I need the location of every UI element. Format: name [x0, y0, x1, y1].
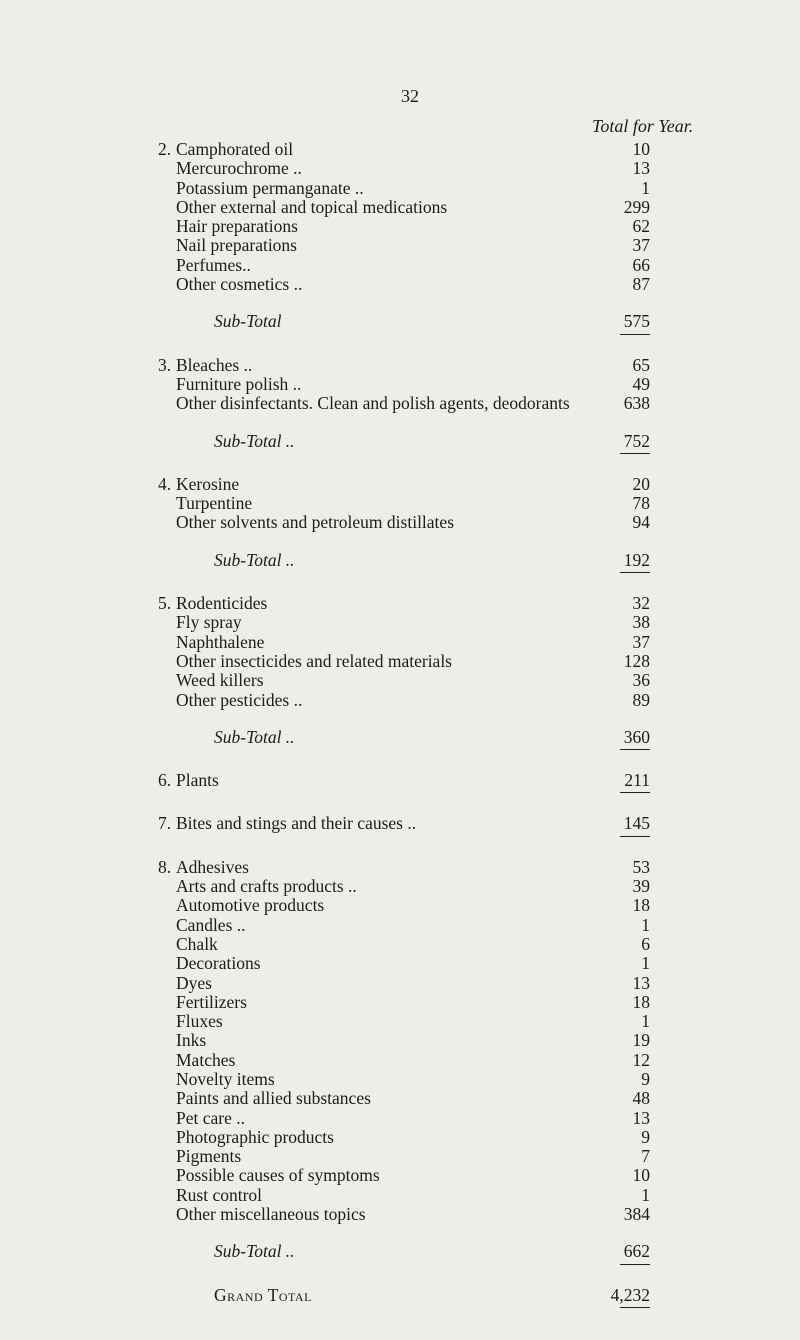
- column-header: Total for Year.: [592, 116, 694, 136]
- item-label: Other cosmetics ..: [176, 274, 303, 295]
- subtotal-value: 360: [623, 726, 650, 747]
- table-row: [0, 896, 800, 915]
- poison-table: [0, 140, 800, 1311]
- table-row: [0, 814, 800, 833]
- spacer: [0, 338, 800, 356]
- subtotal-row: [0, 312, 800, 331]
- item-value: 18: [632, 895, 650, 916]
- page-number: 32: [401, 86, 419, 106]
- item-label: Paints and allied substances: [176, 1088, 371, 1109]
- table-row: [0, 275, 800, 294]
- grand-total-label: Grand Total: [214, 1284, 312, 1305]
- item-label: Chalk: [176, 933, 218, 954]
- item-value: 7: [641, 1146, 650, 1167]
- subtotal-value: 192: [623, 549, 650, 570]
- table-row: [0, 375, 800, 394]
- item-value: 38: [632, 612, 650, 633]
- section-number: 4.: [158, 473, 172, 494]
- table-row: [0, 179, 800, 198]
- section-number: 2.: [158, 139, 172, 159]
- item-label: Weed killers: [176, 670, 264, 691]
- table-row: [0, 475, 800, 494]
- total-rule: [0, 747, 800, 753]
- item-value: 384: [623, 1204, 650, 1225]
- item-label: Hair preparations: [176, 216, 298, 237]
- item-value: 37: [632, 631, 650, 652]
- subtotal-row: [0, 432, 800, 451]
- item-label: Plants: [176, 770, 219, 791]
- subtotal-value: 575: [623, 311, 650, 332]
- item-label: Kerosine: [176, 473, 240, 494]
- table-row: [0, 356, 800, 375]
- item-label: Other solvents and petroleum distillates: [176, 512, 455, 533]
- section-number: 7.: [158, 813, 172, 834]
- total-rule: [0, 834, 800, 840]
- subtotal-label: Sub-Total ..: [214, 1241, 295, 1262]
- table-row: [0, 935, 800, 954]
- table-row: [0, 652, 800, 671]
- item-label: Other disinfectants. Clean and polish agents, deodorants: [176, 393, 570, 414]
- item-label: Other insecticides and related materials: [176, 650, 452, 671]
- item-label: Pigments: [176, 1146, 242, 1167]
- item-value: 12: [632, 1049, 650, 1070]
- spacer: [0, 753, 800, 771]
- item-value: 87: [632, 274, 650, 295]
- table-row: [0, 1147, 800, 1166]
- subtotal-row: [0, 728, 800, 747]
- item-label: Rodenticides: [176, 593, 268, 614]
- table-row: [0, 140, 800, 159]
- grand-total-row: [0, 1286, 800, 1305]
- item-value: 94: [632, 512, 650, 533]
- item-value: 1: [641, 177, 650, 198]
- table-row: [0, 159, 800, 178]
- item-value: 145: [623, 813, 650, 834]
- section-block: [0, 594, 800, 771]
- table-row: [0, 198, 800, 217]
- table-row: [0, 217, 800, 236]
- item-label: Fly spray: [176, 612, 242, 633]
- table-row: [0, 494, 800, 513]
- item-value: 128: [623, 650, 650, 671]
- table-row: [0, 394, 800, 413]
- item-label: Naphthalene: [176, 631, 265, 652]
- spacer: [0, 294, 800, 312]
- item-label: Matches: [176, 1049, 236, 1070]
- item-label: Pet care ..: [176, 1107, 245, 1128]
- table-row: [0, 1109, 800, 1128]
- item-label: Adhesives: [176, 856, 249, 877]
- item-label: Other pesticides ..: [176, 689, 303, 710]
- total-rule: [0, 451, 800, 457]
- item-value: 13: [632, 972, 650, 993]
- item-value: 20: [632, 473, 650, 494]
- table-row: [0, 256, 800, 275]
- table-row: [0, 671, 800, 690]
- item-label: Automotive products: [176, 895, 325, 916]
- item-label: Arts and crafts products ..: [176, 876, 357, 897]
- table-row: [0, 877, 800, 896]
- total-rule: [0, 1305, 800, 1311]
- table-row: [0, 1051, 800, 1070]
- spacer: [0, 576, 800, 594]
- table-row: [0, 858, 800, 877]
- item-label: Other external and topical medications: [176, 196, 448, 217]
- section-number: 8.: [158, 856, 172, 877]
- item-value: 49: [632, 373, 650, 394]
- item-value: 9: [641, 1126, 650, 1147]
- item-value: 39: [632, 876, 650, 897]
- item-value: 1: [641, 953, 650, 974]
- spacer: [0, 457, 800, 475]
- table-row: [0, 1166, 800, 1185]
- item-value: 6: [641, 933, 650, 954]
- item-label: Bleaches ..: [176, 354, 253, 375]
- grand-total-value: 4,232: [610, 1284, 650, 1305]
- table-row: [0, 916, 800, 935]
- subtotal-row: [0, 1242, 800, 1261]
- item-value: 65: [632, 354, 650, 375]
- item-value: 10: [632, 139, 650, 159]
- item-label: Possible causes of symptoms: [176, 1165, 380, 1186]
- section-number: 6.: [158, 770, 172, 791]
- item-label: Inks: [176, 1030, 207, 1051]
- table-row: [0, 1128, 800, 1147]
- item-value: 36: [632, 670, 650, 691]
- total-rule: [0, 332, 800, 338]
- table-row: [0, 1070, 800, 1089]
- item-label: Fertilizers: [176, 991, 247, 1012]
- item-value: 211: [624, 770, 650, 791]
- subtotal-value: 752: [623, 430, 650, 451]
- table-row: [0, 633, 800, 652]
- section-block: [0, 858, 800, 1286]
- item-value: 13: [632, 1107, 650, 1128]
- table-row: [0, 236, 800, 255]
- item-value: 48: [632, 1088, 650, 1109]
- table-row: [0, 1031, 800, 1050]
- spacer: [0, 710, 800, 728]
- spacer: [0, 414, 800, 432]
- item-label: Dyes: [176, 972, 212, 993]
- item-value: 1: [641, 914, 650, 935]
- item-value: 19: [632, 1030, 650, 1051]
- table-row: [0, 1186, 800, 1205]
- table-row: [0, 1089, 800, 1108]
- item-label: Perfumes..: [176, 254, 251, 275]
- item-value: 62: [632, 216, 650, 237]
- item-label: Other miscellaneous topics: [176, 1204, 366, 1225]
- item-value: 1: [641, 1011, 650, 1032]
- item-label: Camphorated oil: [176, 139, 294, 159]
- item-label: Bites and stings and their causes ..: [176, 813, 417, 834]
- table-row: [0, 1012, 800, 1031]
- item-value: 66: [632, 254, 650, 275]
- item-value: 32: [632, 593, 650, 614]
- item-value: 10: [632, 1165, 650, 1186]
- section-block: [0, 475, 800, 594]
- section-block: [0, 814, 800, 857]
- item-value: 37: [632, 235, 650, 256]
- subtotal-value: 662: [623, 1241, 650, 1262]
- table-row: [0, 1205, 800, 1224]
- item-value: 299: [623, 196, 650, 217]
- item-label: Nail preparations: [176, 235, 297, 256]
- table-row: [0, 691, 800, 710]
- spacer: [0, 533, 800, 551]
- table-row: [0, 974, 800, 993]
- item-value: 78: [632, 493, 650, 514]
- item-label: Furniture polish ..: [176, 373, 302, 394]
- section-block: [0, 771, 800, 814]
- item-label: Turpentine: [176, 493, 253, 514]
- table-row: [0, 594, 800, 613]
- item-label: Mercurochrome ..: [176, 158, 302, 179]
- subtotal-label: Sub-Total: [214, 311, 282, 332]
- spacer: [0, 1224, 800, 1242]
- subtotal-label: Sub-Total ..: [214, 549, 295, 570]
- table-row: [0, 613, 800, 632]
- table-row: [0, 954, 800, 973]
- table-row: [0, 993, 800, 1012]
- table-row: [0, 771, 800, 790]
- section-number: 5.: [158, 593, 172, 614]
- item-label: Potassium permanganate ..: [176, 177, 364, 198]
- item-label: Photographic products: [176, 1126, 334, 1147]
- subtotal-label: Sub-Total ..: [214, 726, 295, 747]
- item-label: Rust control: [176, 1184, 263, 1205]
- item-value: 18: [632, 991, 650, 1012]
- section-block: [0, 356, 800, 475]
- item-value: 53: [632, 856, 650, 877]
- section-block: [0, 140, 800, 356]
- item-value: 9: [641, 1068, 650, 1089]
- total-rule: [0, 790, 800, 796]
- total-rule: [0, 570, 800, 576]
- item-label: Decorations: [176, 953, 261, 974]
- spacer: [0, 1268, 800, 1286]
- subtotal-label: Sub-Total ..: [214, 430, 295, 451]
- item-value: 89: [632, 689, 650, 710]
- item-value: 1: [641, 1184, 650, 1205]
- spacer: [0, 840, 800, 858]
- subtotal-row: [0, 551, 800, 570]
- spacer: [0, 796, 800, 814]
- item-label: Novelty items: [176, 1068, 275, 1089]
- item-value: 13: [632, 158, 650, 179]
- total-rule: [0, 1262, 800, 1268]
- item-value: 638: [623, 393, 650, 414]
- item-label: Candles ..: [176, 914, 246, 935]
- item-label: Fluxes: [176, 1011, 223, 1032]
- table-row: [0, 513, 800, 532]
- section-number: 3.: [158, 354, 172, 375]
